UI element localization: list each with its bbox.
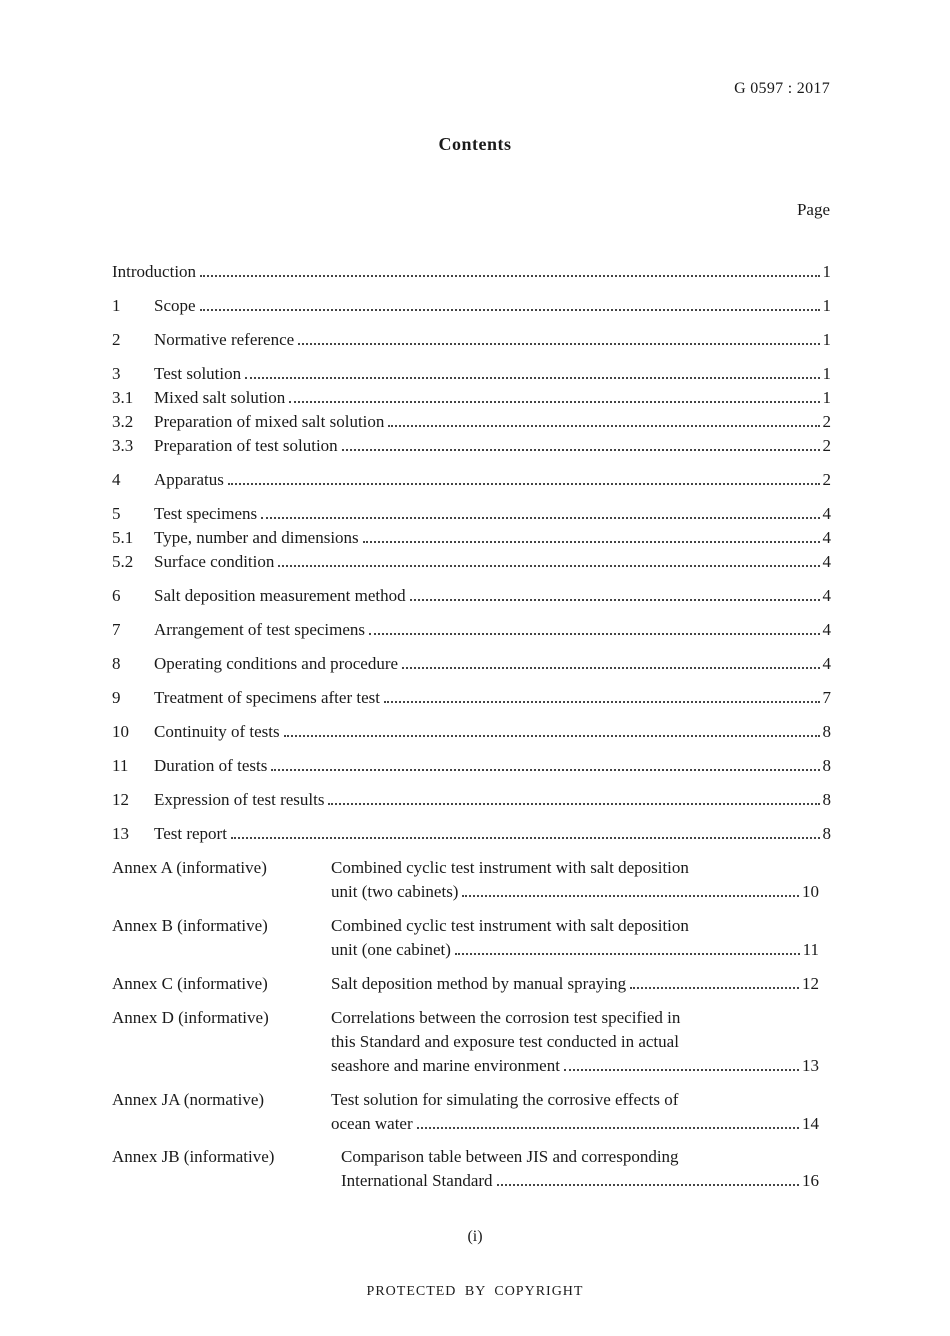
toc-title: Preparation of mixed salt solution: [154, 412, 385, 431]
toc-page: 4: [822, 620, 831, 639]
annex-page: 11: [802, 940, 819, 959]
annex-title-line: unit (one cabinet): [331, 940, 451, 959]
leader-dots: [630, 987, 799, 989]
toc-entry[interactable]: [112, 618, 831, 642]
toc-entry[interactable]: [112, 822, 831, 846]
toc-title: Introduction: [112, 262, 197, 281]
toc-page: 4: [822, 528, 831, 547]
toc-number: 3.2: [112, 412, 134, 431]
toc-title: Surface condition: [154, 552, 275, 571]
toc-page: 1: [822, 388, 831, 407]
leader-dots: [200, 309, 820, 311]
annex-title-line: Salt deposition method by manual spraying: [331, 974, 627, 993]
toc-title: Treatment of specimens after test: [154, 688, 380, 707]
toc-entry[interactable]: [112, 686, 831, 710]
toc-number: 8: [112, 654, 121, 673]
toc-entry[interactable]: [112, 434, 831, 458]
annex-title-line: this Standard and exposure test conducted in actual: [331, 1032, 679, 1051]
toc-number: 10: [112, 722, 129, 741]
leader-dots: [369, 633, 819, 635]
toc-entry[interactable]: [112, 362, 831, 386]
annex-title-line: Test solution for simulating the corrosive effects of: [331, 1090, 679, 1109]
annex-label: Annex B (informative): [112, 916, 268, 935]
leader-dots: [231, 837, 820, 839]
standard-number: G 0597 : 2017: [734, 80, 830, 97]
leader-dots: [200, 275, 819, 277]
toc-title: Scope: [154, 296, 196, 315]
toc-title: Arrangement of test specimens: [154, 620, 366, 639]
toc-title: Operating conditions and procedure: [154, 654, 399, 673]
annex-entry-ja[interactable]: [112, 1088, 819, 1136]
annex-entry-d[interactable]: [112, 1006, 819, 1078]
toc-page: 8: [822, 790, 831, 809]
leader-dots: [284, 735, 820, 737]
toc-page: 4: [822, 654, 831, 673]
annex-page: 12: [802, 974, 819, 993]
toc-title: Test solution: [154, 364, 242, 383]
toc-page: 4: [822, 586, 831, 605]
leader-dots: [278, 565, 819, 567]
toc-page: 1: [822, 262, 831, 281]
toc-entry[interactable]: [112, 502, 831, 526]
toc-page: 8: [822, 824, 831, 843]
page-number: (i): [467, 1228, 483, 1245]
toc-entry[interactable]: [112, 584, 831, 608]
toc-title: Continuity of tests: [154, 722, 280, 741]
toc-entry[interactable]: [112, 410, 831, 434]
toc-number: 5.2: [112, 552, 134, 571]
toc-entry[interactable]: [112, 652, 831, 676]
annex-title-line: unit (two cabinets): [331, 882, 459, 901]
leader-dots: [261, 517, 819, 519]
toc-page: 2: [822, 470, 831, 489]
leader-dots: [402, 667, 819, 669]
annex-entry-c[interactable]: [112, 972, 819, 996]
toc-title: Mixed salt solution: [154, 388, 286, 407]
page-title: Contents: [438, 134, 512, 154]
leader-dots: [228, 483, 820, 485]
toc-entry[interactable]: [112, 526, 831, 550]
annex-page: 14: [802, 1114, 819, 1133]
annex-label: Annex C (informative): [112, 974, 268, 993]
annex-label: Annex JA (normative): [112, 1090, 265, 1109]
toc-title: Type, number and dimensions: [154, 528, 359, 547]
annex-entry-jb[interactable]: [112, 1145, 819, 1193]
leader-dots: [417, 1127, 799, 1129]
toc-entry-introduction[interactable]: [112, 260, 831, 284]
annex-title-line: Combined cyclic test instrument with salt deposition: [331, 916, 689, 935]
toc-entry[interactable]: [112, 754, 831, 778]
annex-page: 10: [802, 882, 819, 901]
toc-entry[interactable]: [112, 294, 831, 318]
toc-number: 9: [112, 688, 121, 707]
toc-page: 8: [822, 756, 831, 775]
toc-title: Salt deposition measurement method: [154, 586, 406, 605]
toc-page: 1: [822, 296, 831, 315]
leader-dots: [462, 895, 799, 897]
toc-entry[interactable]: [112, 468, 831, 492]
page-column-label: Page: [796, 200, 830, 219]
annex-title-line: Correlations between the corrosion test specified in: [331, 1008, 681, 1027]
toc-entry[interactable]: [112, 788, 831, 812]
toc-number: 5.1: [112, 528, 134, 547]
leader-dots: [564, 1069, 799, 1071]
annex-entry-b[interactable]: [112, 914, 819, 962]
toc-number: 6: [112, 586, 121, 605]
annex-title-line: Comparison table between JIS and corresponding: [341, 1147, 679, 1166]
annex-page: 16: [802, 1171, 819, 1190]
toc-page: 8: [822, 722, 831, 741]
leader-dots: [245, 377, 819, 379]
toc-number: 12: [112, 790, 129, 809]
toc-page: 1: [822, 330, 831, 349]
toc-entry[interactable]: [112, 550, 831, 574]
toc-page: 2: [822, 412, 831, 431]
leader-dots: [363, 541, 820, 543]
leader-dots: [410, 599, 820, 601]
annex-entry-a[interactable]: [112, 856, 819, 904]
toc-title: Normative reference: [154, 330, 295, 349]
copyright-notice: PROTECTED BY COPYRIGHT: [366, 1284, 584, 1299]
leader-dots: [342, 449, 820, 451]
annex-label: Annex JB (informative): [112, 1147, 275, 1166]
toc-number: 7: [112, 620, 121, 639]
leader-dots: [388, 425, 819, 427]
annex-label: Annex A (informative): [112, 858, 267, 877]
toc-entry[interactable]: [112, 328, 831, 352]
toc-title: Expression of test results: [154, 790, 325, 809]
toc-page: 7: [822, 688, 831, 707]
toc-title: Test specimens: [154, 504, 258, 523]
toc-page: 2: [822, 436, 831, 455]
annex-title-line: Combined cyclic test instrument with salt deposition: [331, 858, 689, 877]
toc-page: 4: [822, 504, 831, 523]
toc-number: 5: [112, 504, 121, 523]
annex-title-line: seashore and marine environment: [331, 1056, 560, 1075]
leader-dots: [289, 401, 819, 403]
leader-dots: [328, 803, 819, 805]
toc-entry[interactable]: [112, 720, 831, 744]
toc-number: 3.1: [112, 388, 134, 407]
leader-dots: [384, 701, 820, 703]
toc-page: 1: [822, 364, 831, 383]
toc-page: 4: [822, 552, 831, 571]
annex-label: Annex D (informative): [112, 1008, 269, 1027]
toc-title: Duration of tests: [154, 756, 268, 775]
toc-number: 2: [112, 330, 121, 349]
toc-number: 3.3: [112, 436, 134, 455]
leader-dots: [271, 769, 819, 771]
toc-title: Preparation of test solution: [154, 436, 338, 455]
annex-page: 13: [802, 1056, 819, 1075]
toc-entry[interactable]: [112, 386, 831, 410]
toc-title: Apparatus: [154, 470, 224, 489]
toc-title: Test report: [154, 824, 227, 843]
toc-number: 3: [112, 364, 121, 383]
toc-number: 1: [112, 296, 121, 315]
annex-title-line: International Standard: [341, 1171, 493, 1190]
toc-number: 11: [112, 756, 129, 775]
toc-number: 4: [112, 470, 121, 489]
leader-dots: [497, 1184, 799, 1186]
toc-number: 13: [112, 824, 129, 843]
leader-dots: [455, 953, 800, 955]
annex-title-line: ocean water: [331, 1114, 413, 1133]
leader-dots: [298, 343, 819, 345]
